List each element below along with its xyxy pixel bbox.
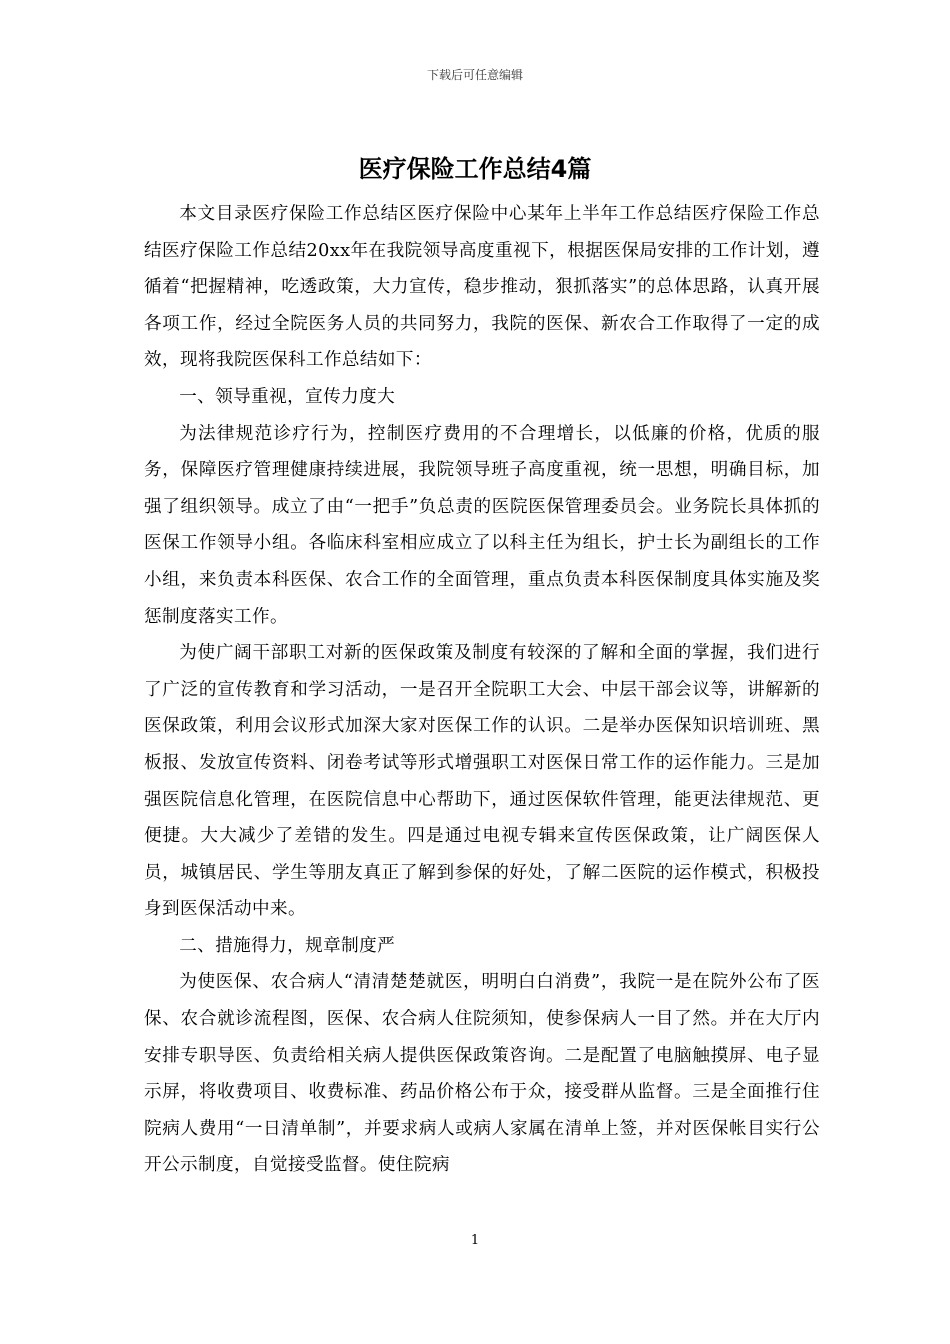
body-paragraph: 为使医保、农合病人“清清楚楚就医，明明白白消费”，我院一是在院外公布了医保、农合就诊流程图，医保、农合病人住院须知，使参保病人一目了然。并在大厅内安排专职导医、负责给相关病人提供医保政策咨询。二是配置了电脑触摸屏、电子显示屏，将收费项目、收费标准、药品价格公布于众，接受群从监督。三是全面推行住院病人费用“一日清单制”，并要求病人或病人家属在清单上签，并对医保帐目实行公开公示制度，自觉接受监督。使住院病 xyxy=(144,972,820,1176)
section-heading-1: 一、领导重视，宣传力度大 xyxy=(179,386,396,407)
section-heading-2: 二、措施得力，规章制度严 xyxy=(179,935,396,956)
body-paragraph: 为使广阔干部职工对新的医保政策及制度有较深的了解和全面的掌握，我们进行了广泛的宣传教育和学习活动，一是召开全院职工大会、中层干部会议等，讲解新的医保政策，利用会议形式加深大家对医保工作的认识。二是举办医保知识培训班、黑板报、发放宣传资料、闭卷考试等形式增强职工对医保日常工作的运作能力。三是加强医院信息化管理，在医院信息中心帮助下，通过医保软件管理，能更法律规范、更便捷。大大减少了差错的发生。四是通过电视专辑来宣传医保政策，让广阔医保人员，城镇居民、学生等朋友真正了解到参保的好处，了解二医院的运作模式，积极投身到医保活动中来。 xyxy=(144,643,820,920)
document-title: 医疗保险工作总结4篇 xyxy=(358,155,592,183)
document-body xyxy=(144,196,820,1184)
page-header: 下载后可任意编辑 xyxy=(426,68,523,82)
intro-paragraph: 本文目录医疗保险工作总结区医疗保险中心某年上半年工作总结医疗保险工作总结医疗保险工作总结20xx年在我院领导高度重视下，根据医保局安排的工作计划，遵循着“把握精神，吃透政策，大力宣传，稳步推动，狠抓落实”的总体思路，认真开展各项工作，经过全院医务人员的共同努力，我院的医保、新农合工作取得了一定的成效，现将我院医保科工作总结如下： xyxy=(144,204,820,371)
page-number: 1 xyxy=(470,1233,480,1248)
body-paragraph: 为法律规范诊疗行为，控制医疗费用的不合理增长，以低廉的价格，优质的服务，保障医疗管理健康持续进展，我院领导班子高度重视，统一思想，明确目标，加强了组织领导。成立了由“一把手”负总责的医院医保管理委员会。业务院长具体抓的医保工作领导小组。各临床科室相应成立了以科主任为组长，护士长为副组长的工作小组，来负责本科医保、农合工作的全面管理，重点负责本科医保制度具体实施及奖惩制度落实工作。 xyxy=(144,423,820,627)
